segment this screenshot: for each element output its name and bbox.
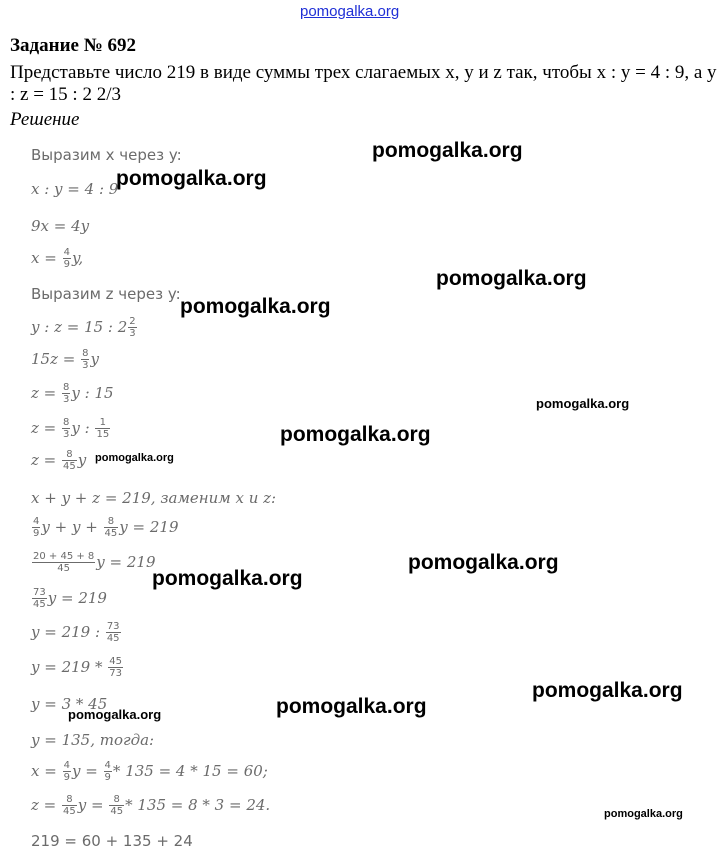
watermark: pomogalka.org xyxy=(116,167,267,190)
fraction: $\frac{8}{45}$ xyxy=(63,449,76,472)
solution-line-13: $\frac{20 + 45 + 8}{45}$ y = 219 xyxy=(33,551,156,574)
solution-line-2: x : y = 4 : 9 xyxy=(31,180,119,198)
solution-line-7: 15z = $\frac{8}{3}$ y xyxy=(31,348,99,371)
solution-line-4: x = $\frac{4}{9}$ y, xyxy=(31,247,84,270)
fraction: $\frac{8}{3}$ xyxy=(63,417,70,440)
solution-line-16: y = 219 * $\frac{45}{73}$ xyxy=(31,656,122,679)
solution-line-17: y = 3 * 45 xyxy=(31,695,108,713)
task-title: Задание № 692 xyxy=(10,35,137,56)
fraction: $\frac{4}{9}$ xyxy=(104,760,111,783)
watermark: pomogalka.org xyxy=(532,679,683,702)
watermark: pomogalka.org xyxy=(436,267,587,290)
solution-line-8: z = $\frac{8}{3}$ y : 15 xyxy=(31,382,114,405)
watermark: pomogalka.org xyxy=(68,707,162,722)
watermark: pomogalka.org xyxy=(95,452,174,464)
fraction: $\frac{8}{3}$ xyxy=(63,382,70,405)
task-text: Представьте число 219 в виде суммы трех слагаемых x, y и z так, чтобы x : y = 4 : 9, а y : z = 15 : 2 2/3 xyxy=(10,62,717,105)
fraction: $\frac{1}{15}$ xyxy=(96,417,110,440)
solution-line-11: x + y + z = 219, заменим x и z: xyxy=(31,489,277,507)
solution-line-10: z = $\frac{8}{45}$ y xyxy=(31,449,87,472)
watermark: pomogalka.org xyxy=(536,396,630,411)
solution-line-1: Выразим x через y: xyxy=(31,146,182,164)
fraction: $\frac{4}{9}$ xyxy=(63,247,70,270)
site-link[interactable]: pomogalka.org xyxy=(300,3,400,20)
fraction: $\frac{73}{45}$ xyxy=(33,587,46,610)
fraction: $\frac{8}{3}$ xyxy=(82,348,89,371)
watermark: pomogalka.org xyxy=(408,551,559,574)
watermark: pomogalka.org xyxy=(276,695,427,718)
fraction: $\frac{45}{73}$ xyxy=(109,656,122,679)
fraction: $\frac{73}{45}$ xyxy=(106,621,120,644)
solution-line-15: y = 219 : $\frac{73}{45}$ xyxy=(31,621,120,644)
watermark: pomogalka.org xyxy=(280,423,431,446)
watermark: pomogalka.org xyxy=(604,808,683,820)
watermark: pomogalka.org xyxy=(152,567,303,590)
solution-line-14: $\frac{73}{45}$ y = 219 xyxy=(33,587,107,610)
fraction: $\frac{4}{9}$ xyxy=(63,760,70,783)
fraction: $\frac{20 + 45 + 8}{45}$ xyxy=(33,551,95,574)
solution-line-3: 9x = 4y xyxy=(31,217,90,235)
solution-line-6: y : z = 15 : 2 $\frac{2}{3}$ xyxy=(31,316,136,339)
fraction: $\frac{8}{45}$ xyxy=(110,794,124,817)
fraction: $\frac{4}{9}$ xyxy=(33,516,40,539)
solution-line-12: $\frac{4}{9}$ y + y + $\frac{8}{45}$ y = 219 xyxy=(33,516,179,539)
watermark: pomogalka.org xyxy=(180,295,331,318)
solution-line-18: y = 135, тогда: xyxy=(31,731,155,749)
solution-line-5: Выразим z через y: xyxy=(31,285,181,303)
solution-line-19: x = $\frac{4}{9}$ y = $\frac{4}{9}$ * 135 = 4 * 15 = 60; xyxy=(31,760,268,783)
fraction: $\frac{8}{45}$ xyxy=(104,516,118,539)
solution-label: Решение xyxy=(10,109,80,130)
fraction: $\frac{8}{45}$ xyxy=(63,794,76,817)
solution-line-9: z = $\frac{8}{3}$ y : $\frac{1}{15}$ xyxy=(31,417,110,440)
solution-line-20: z = $\frac{8}{45}$ y = $\frac{8}{45}$ * 135 = 8 * 3 = 24. xyxy=(31,794,271,817)
fraction: $\frac{2}{3}$ xyxy=(129,316,136,339)
solution-line-21: 219 = 60 + 135 + 24 xyxy=(31,832,193,850)
watermark: pomogalka.org xyxy=(372,139,523,162)
